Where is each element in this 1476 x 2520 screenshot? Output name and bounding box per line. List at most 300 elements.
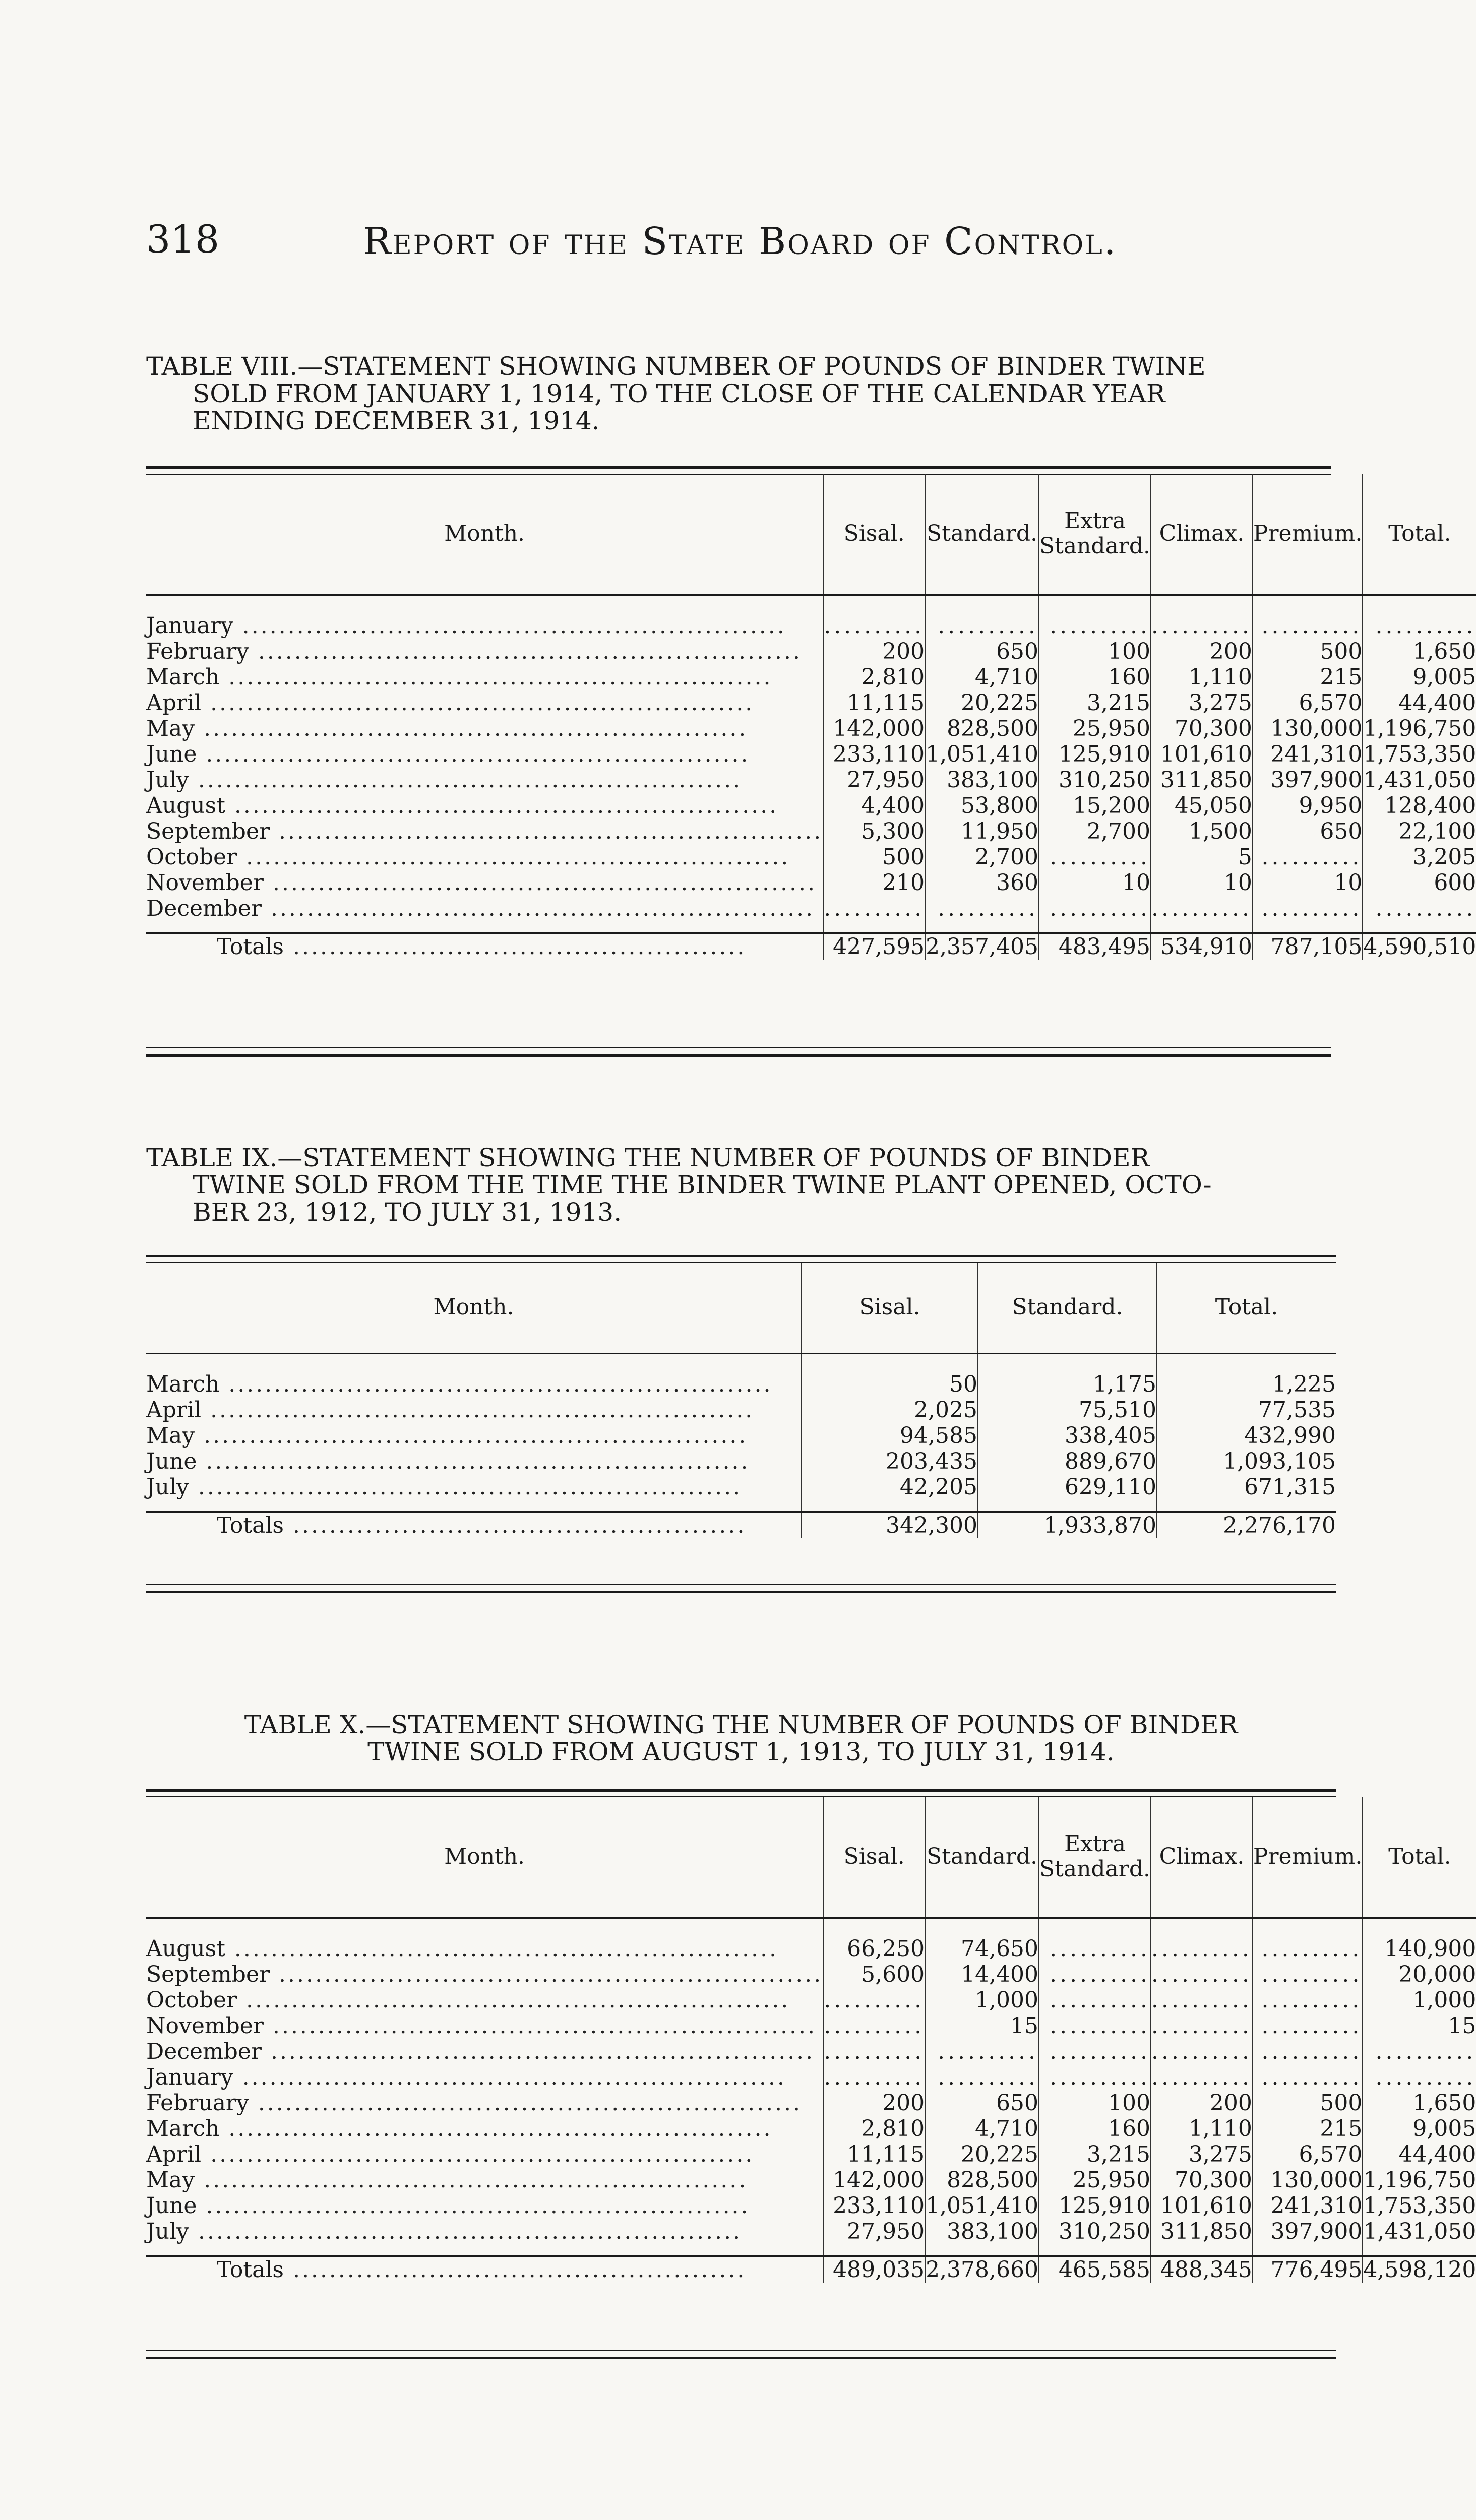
table-viii-value-cell: 130,000: [1253, 716, 1363, 741]
table-ix-value-cell: 432,990: [1157, 1423, 1336, 1448]
table-x-top-rule: [146, 1789, 1336, 1792]
table-x-month-label: January: [146, 2064, 233, 2090]
table-x-value-cell: [1151, 1962, 1253, 1987]
table-viii-value-cell: [823, 595, 925, 639]
table-x-value-cell: 25,950: [1039, 2167, 1151, 2193]
table-x-value-cell: [823, 2013, 925, 2039]
table-x-value-cell: [1039, 2013, 1151, 2039]
table-x-value-cell: 828,500: [925, 2167, 1039, 2193]
table-ix-month-cell: [146, 1353, 802, 1397]
table-viii-month-label: June: [146, 741, 197, 767]
table-x-month-cell: [146, 2116, 823, 2141]
table-viii-month-label: February: [146, 638, 249, 664]
table-viii-value-cell: 53,800: [925, 793, 1039, 818]
table-x-empty-leader: ..........: [1151, 1961, 1252, 1987]
table-viii-value-cell: [1363, 595, 1476, 639]
table-x-value-cell: 44,400: [1363, 2141, 1476, 2167]
table-x-value-cell: 500: [1253, 2090, 1363, 2116]
table-x-col-header: Month.: [146, 1797, 823, 1918]
table-viii-value-cell: [1039, 844, 1151, 870]
table-viii-value-cell: 15,200: [1039, 793, 1151, 818]
table-ix-month-cell: [146, 1423, 802, 1448]
table-x-totals-value: 776,495: [1253, 2256, 1363, 2283]
table-viii-month-cell: [146, 639, 823, 664]
table-viii-value-cell: 210: [823, 870, 925, 896]
table-viii-value-cell: 241,310: [1253, 741, 1363, 767]
table-viii-totals-value: 483,495: [1039, 933, 1151, 960]
table-viii-leader-dots: ............................................................: [233, 612, 786, 639]
table-x-value-cell: 311,850: [1151, 2219, 1253, 2256]
table-viii-value-cell: 160: [1039, 664, 1151, 690]
table-viii-value-cell: 142,000: [823, 716, 925, 741]
table-x-leader-dots: ............................................................: [270, 1961, 823, 1987]
table-x-empty-leader: ..........: [1151, 2012, 1252, 2039]
table-viii: [146, 474, 1476, 960]
table-x-value-cell: 1,051,410: [926, 2192, 1039, 2219]
table-viii-value-cell: 500: [823, 844, 925, 870]
table-x-month-label: April: [146, 2141, 202, 2167]
table-x-month-label: November: [146, 2012, 264, 2039]
table-x-month-cell: [146, 2193, 823, 2219]
table-viii-value-cell: 3,205: [1363, 844, 1476, 870]
table-x-totals-value: 489,035: [823, 2256, 925, 2283]
table-x-totals-value: 2,378,660: [926, 2256, 1039, 2283]
table-x-caption-line: TABLE X.—STATEMENT SHOWING THE NUMBER OF POUNDS OF BINDER: [244, 1710, 1238, 1739]
table-ix-leader-dots: ............................................................: [201, 1397, 755, 1423]
table-x-value-cell: 650: [925, 2090, 1039, 2116]
table-x-value-cell: 4,710: [925, 2116, 1039, 2141]
table-x-month-label: September: [146, 1961, 270, 1987]
table-x-value-cell: [1039, 1987, 1151, 2013]
table-ix-totals-value: 2,276,170: [1157, 1511, 1336, 1538]
table-viii-row: [146, 664, 1476, 690]
table-x-value-cell: [1151, 2013, 1253, 2039]
table-x-caption: [146, 1711, 1336, 1766]
table-viii-value-cell: 44,400: [1363, 690, 1476, 716]
table-x-empty-leader: ..........: [1050, 2038, 1150, 2064]
table-x-value-cell: [1363, 2064, 1476, 2090]
table-viii-totals-value: 787,105: [1253, 933, 1363, 960]
table-viii-value-cell: 20,225: [925, 690, 1039, 716]
table-x-value-cell: 130,000: [1253, 2167, 1363, 2193]
table-x-value-cell: 215: [1253, 2116, 1363, 2141]
table-viii-month-cell: [146, 818, 823, 844]
table-ix-caption: [146, 1144, 1212, 1226]
table-x-row: [146, 2193, 1476, 2219]
table-viii-value-cell: 397,900: [1253, 767, 1363, 793]
table-viii-value-cell: 10: [1039, 870, 1151, 896]
table-viii-month-label: January: [146, 612, 233, 639]
table-viii-value-cell: 70,300: [1151, 716, 1253, 741]
table-x-value-cell: [823, 2039, 925, 2064]
table-ix-col-header: Month.: [146, 1263, 802, 1353]
table-viii-row: [146, 741, 1476, 767]
table-viii-value-cell: 311,850: [1151, 767, 1253, 793]
table-x-value-cell: 1,753,350: [1363, 2192, 1476, 2219]
table-viii-value-cell: 5,300: [823, 818, 925, 844]
table-x-empty-leader: ..........: [1151, 2038, 1252, 2064]
table-x-value-cell: 1,000: [1363, 1987, 1476, 2013]
table-ix-value-cell: 75,510: [978, 1397, 1157, 1423]
table-viii-empty-leader: ..........: [824, 612, 925, 639]
table-x-month-label: February: [146, 2090, 249, 2116]
table-viii-totals-label: Totals: [217, 933, 284, 960]
table-viii-value-cell: 10: [1151, 870, 1253, 896]
table-viii-month-label: December: [146, 895, 262, 921]
table-x-empty-leader: ..........: [1261, 1987, 1363, 2013]
table-viii-empty-leader: ..........: [1261, 844, 1363, 870]
table-viii-month-cell: [146, 870, 823, 896]
table-x-leader-dots: ..................................................: [284, 2256, 747, 2283]
table-viii-value-cell: [1253, 896, 1363, 933]
table-ix-value-cell: 77,535: [1157, 1397, 1336, 1423]
table-viii-value-cell: 9,005: [1363, 664, 1476, 690]
table-ix-caption-line: BER 23, 1912, TO JULY 31, 1913.: [193, 1198, 622, 1227]
table-ix-totals-row: [146, 1511, 1336, 1538]
table-x-value-cell: [1039, 1918, 1151, 1962]
table-x-empty-leader: ..........: [1375, 2038, 1476, 2064]
table-viii-leader-dots: ............................................................: [219, 664, 773, 690]
table-x-value-cell: [925, 2039, 1039, 2064]
table-viii-month-cell: [146, 767, 823, 793]
table-viii-caption-line: SOLD FROM JANUARY 1, 1914, TO THE CLOSE OF THE CALENDAR YEAR: [193, 379, 1165, 408]
table-viii-value-cell: 6,570: [1253, 690, 1363, 716]
table-ix-month-cell: [146, 1448, 802, 1474]
table-viii-value-cell: 828,500: [925, 716, 1039, 741]
table-viii-value-cell: [1151, 896, 1253, 933]
table-viii-empty-leader: ..........: [1050, 844, 1150, 870]
table-x-month-label: May: [146, 2167, 195, 2193]
table-x-row: [146, 1987, 1476, 2013]
table-x-value-cell: 1,650: [1363, 2090, 1476, 2116]
table-x-month-label: August: [146, 1935, 225, 1962]
table-viii-header-row: [146, 474, 1476, 595]
table-x-empty-leader: ..........: [1151, 1987, 1252, 2013]
table-viii-month-cell: [146, 896, 823, 933]
table-x-month-label: March: [146, 2115, 220, 2141]
table-ix-row: [146, 1423, 1336, 1448]
table-viii-month-cell: [146, 664, 823, 690]
table-x-value-cell: [1253, 2013, 1363, 2039]
table-viii-value-cell: 310,250: [1039, 767, 1151, 793]
table-ix-value-cell: 203,435: [802, 1448, 978, 1474]
table-viii-value-cell: 215: [1253, 664, 1363, 690]
table-x-value-cell: 160: [1039, 2116, 1151, 2141]
table-x-month-cell: [146, 1987, 823, 2013]
table-viii-row: [146, 639, 1476, 664]
table-viii-value-cell: 360: [925, 870, 1039, 896]
table-ix-row: [146, 1474, 1336, 1512]
table-viii-col-header: Sisal.: [823, 474, 925, 595]
table-x-value-cell: 383,100: [925, 2219, 1039, 2256]
table-x-value-cell: 9,005: [1363, 2116, 1476, 2141]
table-ix-value-cell: 94,585: [802, 1423, 978, 1448]
table-viii-value-cell: [1253, 844, 1363, 870]
table-viii-empty-leader: ..........: [1375, 612, 1476, 639]
table-x-value-cell: [1363, 2039, 1476, 2064]
table-viii-value-cell: [925, 595, 1039, 639]
table-ix-totals-label: Totals: [217, 1512, 284, 1538]
table-x-header-row: [146, 1797, 1476, 1918]
table-x-row: [146, 2013, 1476, 2039]
table-x-value-cell: [1039, 2039, 1151, 2064]
table-viii-empty-leader: ..........: [1151, 612, 1252, 639]
table-x-totals-value: 465,585: [1039, 2256, 1151, 2283]
table-viii-totals-value: 4,590,510: [1363, 933, 1476, 960]
table-viii-value-cell: 101,610: [1151, 741, 1253, 767]
table-x-empty-leader: ..........: [1050, 1961, 1150, 1987]
table-x-value-cell: [1039, 2064, 1151, 2090]
table-x-value-cell: 125,910: [1039, 2193, 1151, 2219]
table-x-value-cell: 3,275: [1151, 2141, 1253, 2167]
table-ix-month-label: March: [146, 1371, 220, 1397]
table-viii-value-cell: 2,700: [1039, 818, 1151, 844]
table-viii-value-cell: 125,910: [1039, 741, 1151, 767]
table-x-leader-dots: ............................................................: [225, 1935, 779, 1962]
page-header: [146, 217, 1356, 277]
table-viii-value-cell: 25,950: [1039, 716, 1151, 741]
table-x-value-cell: [1253, 1918, 1363, 1962]
table-x-value-cell: [1253, 2064, 1363, 2090]
table-viii-row: [146, 870, 1476, 896]
table-viii-value-cell: 1,650: [1363, 639, 1476, 664]
table-viii-leader-dots: ............................................................: [189, 767, 743, 793]
table-ix-leader-dots: ............................................................: [219, 1371, 773, 1397]
table-viii-value-cell: 4,400: [823, 793, 925, 818]
table-x-empty-leader: ..........: [1151, 2064, 1252, 2090]
table-viii-row: [146, 767, 1476, 793]
table-viii-row: [146, 818, 1476, 844]
table-viii-empty-leader: ..........: [1261, 612, 1363, 639]
table-ix-month-cell: [146, 1474, 802, 1512]
table-x-value-cell: 1,431,050: [1363, 2219, 1476, 2256]
table-viii-caption-line: ENDING DECEMBER 31, 1914.: [193, 406, 600, 435]
table-viii-empty-leader: ..........: [1151, 895, 1252, 921]
table-x-value-cell: [823, 1987, 925, 2013]
table-x-value-cell: 2,810: [823, 2116, 925, 2141]
table-x-value-cell: [1151, 1987, 1253, 2013]
table-ix-value-cell: 1,225: [1157, 1353, 1336, 1397]
table-viii-body: [146, 595, 1476, 960]
table-viii-value-cell: 9,950: [1253, 793, 1363, 818]
table-x-totals-value: 4,598,120: [1363, 2256, 1476, 2283]
table-x-value-cell: 11,115: [823, 2141, 925, 2167]
table-x-value-cell: 5,600: [823, 1962, 925, 1987]
table-x-month-cell: [146, 2090, 823, 2116]
table-x-value-cell: 70,300: [1151, 2167, 1253, 2193]
table-ix-caption-line: TABLE IX.—STATEMENT SHOWING THE NUMBER OF POUNDS OF BINDER: [146, 1143, 1150, 1172]
table-x-value-cell: [925, 2064, 1039, 2090]
table-x-value-cell: [1151, 2039, 1253, 2064]
table-viii-value-cell: [1039, 595, 1151, 639]
table-x-row: [146, 2116, 1476, 2141]
table-viii-month-label: November: [146, 869, 264, 896]
table-viii-leader-dots: ............................................................: [197, 741, 750, 767]
table-viii-row: [146, 716, 1476, 741]
table-viii-col-header: Premium.: [1253, 474, 1363, 595]
table-x-value-cell: [1151, 2064, 1253, 2090]
table-x-value-cell: 6,570: [1253, 2141, 1363, 2167]
table-ix-caption-line: TWINE SOLD FROM THE TIME THE BINDER TWINE PLANT OPENED, OCTO-: [193, 1170, 1212, 1200]
table-viii-row: [146, 595, 1476, 639]
table-x-month-cell: [146, 2167, 823, 2193]
table-x-row: [146, 1918, 1476, 1962]
table-ix-col-header: Total.: [1157, 1263, 1336, 1353]
table-viii-value-cell: 3,275: [1151, 690, 1253, 716]
table-viii-value-cell: 200: [823, 639, 925, 664]
table-x-body: [146, 1918, 1476, 2283]
table-viii-value-cell: [925, 896, 1039, 933]
table-x-leader-dots: ............................................................: [261, 2038, 815, 2064]
table-x-value-cell: [823, 2064, 925, 2090]
table-viii-month-label: April: [146, 689, 202, 716]
table-ix-leader-dots: ............................................................: [197, 1448, 750, 1474]
table-ix-value-cell: 1,093,105: [1157, 1448, 1336, 1474]
table-viii-value-cell: 1,431,050: [1363, 767, 1476, 793]
table-viii-month-label: August: [146, 792, 225, 818]
table-viii-totals-cell: [146, 933, 823, 960]
table-ix-totals-value: 342,300: [802, 1511, 978, 1538]
table-ix-leader-dots: ..................................................: [284, 1512, 747, 1538]
table-viii-value-cell: 2,700: [925, 844, 1039, 870]
table-x-row: [146, 2039, 1476, 2064]
table-x-month-cell: [146, 2013, 823, 2039]
table-x-empty-leader: ..........: [824, 2012, 925, 2039]
table-viii-col-header: Climax.: [1151, 474, 1253, 595]
table-x-value-cell: [1253, 2039, 1363, 2064]
table-x-value-cell: 3,215: [1039, 2141, 1151, 2167]
table-x-value-cell: 101,610: [1151, 2193, 1253, 2219]
table-viii-bottom-rule: [146, 1047, 1331, 1048]
table-x-month-cell: [146, 2039, 823, 2064]
table-viii-month-cell: [146, 844, 823, 870]
table-viii-empty-leader: ..........: [1261, 895, 1363, 921]
table-viii-row: [146, 690, 1476, 716]
table-x-leader-dots: ............................................................: [263, 2012, 817, 2039]
table-x-leader-dots: ............................................................: [249, 2090, 802, 2116]
table-x-col-header: Premium.: [1253, 1797, 1363, 1918]
table-ix-totals-cell: [146, 1511, 802, 1538]
table-viii-month-cell: [146, 716, 823, 741]
table-viii-leader-dots: ............................................................: [263, 869, 817, 896]
table-ix-header-row: [146, 1263, 1336, 1353]
table-viii-value-cell: [823, 896, 925, 933]
table-x-empty-leader: ..........: [1375, 2064, 1476, 2090]
table-viii-value-cell: 383,100: [925, 767, 1039, 793]
table-viii-top-rule: [146, 466, 1331, 469]
table-x-month-cell: [146, 2219, 823, 2256]
table-viii-value-cell: 1,500: [1151, 818, 1253, 844]
table-viii-month-label: May: [146, 715, 195, 741]
table-x-value-cell: 310,250: [1039, 2219, 1151, 2256]
table-x-value-cell: 142,000: [823, 2167, 925, 2193]
table-viii-month-cell: [146, 793, 823, 818]
table-viii-month-label: September: [146, 818, 270, 844]
table-ix-leader-dots: ............................................................: [195, 1422, 748, 1448]
table-x-value-cell: 241,310: [1253, 2193, 1363, 2219]
table-x-value-cell: [1253, 1962, 1363, 1987]
table-ix-month-label: May: [146, 1422, 195, 1448]
table-x-leader-dots: ............................................................: [195, 2167, 748, 2193]
table-viii-leader-dots: ............................................................: [237, 844, 790, 870]
table-x-row: [146, 2167, 1476, 2193]
table-ix-row: [146, 1353, 1336, 1397]
table-viii-value-cell: 128,400: [1363, 793, 1476, 818]
table-x-value-cell: 233,110: [823, 2193, 925, 2219]
table-viii-month-cell: [146, 690, 823, 716]
table-viii-value-cell: [1363, 896, 1476, 933]
table-x-empty-leader: ..........: [824, 2038, 925, 2064]
table-viii-col-header: Standard.: [925, 474, 1039, 595]
table-x-empty-leader: ..........: [938, 2064, 1039, 2090]
table-x-empty-leader: ..........: [1261, 2012, 1363, 2039]
table-x-value-cell: [1253, 1987, 1363, 2013]
table-x-empty-leader: ..........: [1261, 1935, 1363, 1962]
table-x-month-label: June: [146, 2192, 197, 2219]
table-x-totals-value: 488,345: [1151, 2256, 1253, 2283]
table-x-value-cell: 66,250: [823, 1918, 925, 1962]
table-viii-empty-leader: ..........: [824, 895, 925, 921]
table-x-bottom-rule-outer: [146, 2357, 1336, 2359]
table-x-value-cell: 20,000: [1363, 1962, 1476, 1987]
table-ix-row: [146, 1448, 1336, 1474]
table-ix-col-header: Sisal.: [802, 1263, 978, 1353]
table-x-month-cell: [146, 2064, 823, 2090]
table-ix-body: [146, 1353, 1336, 1538]
table-x-totals-cell: [146, 2256, 823, 2283]
table-viii-value-cell: 11,950: [925, 818, 1039, 844]
table-viii-value-cell: 1,110: [1151, 664, 1253, 690]
table-x-row: [146, 2219, 1476, 2256]
table-x-leader-dots: ............................................................: [237, 1987, 790, 2013]
table-viii-value-cell: 1,753,350: [1363, 741, 1476, 767]
table-viii-value-cell: 650: [925, 639, 1039, 664]
table-x-empty-leader: ..........: [938, 2038, 1039, 2064]
table-x-row: [146, 2090, 1476, 2116]
table-ix-value-cell: 889,670: [978, 1448, 1157, 1474]
table-x-month-cell: [146, 1918, 823, 1962]
table-x-totals-row: [146, 2256, 1476, 2283]
table-x-totals-label: Totals: [217, 2256, 284, 2283]
table-x-row: [146, 2064, 1476, 2090]
table-ix-month-label: April: [146, 1397, 202, 1423]
table-viii-month-label: July: [146, 767, 189, 793]
table-viii-value-cell: 1,051,410: [926, 741, 1039, 767]
table-viii-value-cell: 11,115: [823, 690, 925, 716]
table-viii-caption: [146, 353, 1206, 434]
table-x-empty-leader: ..........: [1261, 2038, 1363, 2064]
table-viii-totals-value: 2,357,405: [926, 933, 1039, 960]
table-viii-leader-dots: ............................................................: [249, 638, 802, 664]
table-viii-row: [146, 896, 1476, 933]
table-viii-value-cell: 4,710: [925, 664, 1039, 690]
table-viii-value-cell: 10: [1253, 870, 1363, 896]
table-x-value-cell: 1,000: [925, 1987, 1039, 2013]
table-ix-top-rule: [146, 1255, 1336, 1257]
table-x-empty-leader: ..........: [824, 2064, 925, 2090]
table-ix-bottom-rule: [146, 1584, 1336, 1585]
table-viii-empty-leader: ..........: [1050, 612, 1150, 639]
table-viii-empty-leader: ..........: [938, 895, 1039, 921]
running-head: Report of the State Board of Control.: [363, 220, 1118, 263]
table-viii-value-cell: 200: [1151, 639, 1253, 664]
table-ix-totals-value: 1,933,870: [978, 1511, 1157, 1538]
table-viii-month-cell: [146, 741, 823, 767]
table-ix-value-cell: 2,025: [802, 1397, 978, 1423]
table-viii-value-cell: 45,050: [1151, 793, 1253, 818]
table-ix-col-header: Standard.: [978, 1263, 1157, 1353]
table-ix: [146, 1263, 1336, 1538]
